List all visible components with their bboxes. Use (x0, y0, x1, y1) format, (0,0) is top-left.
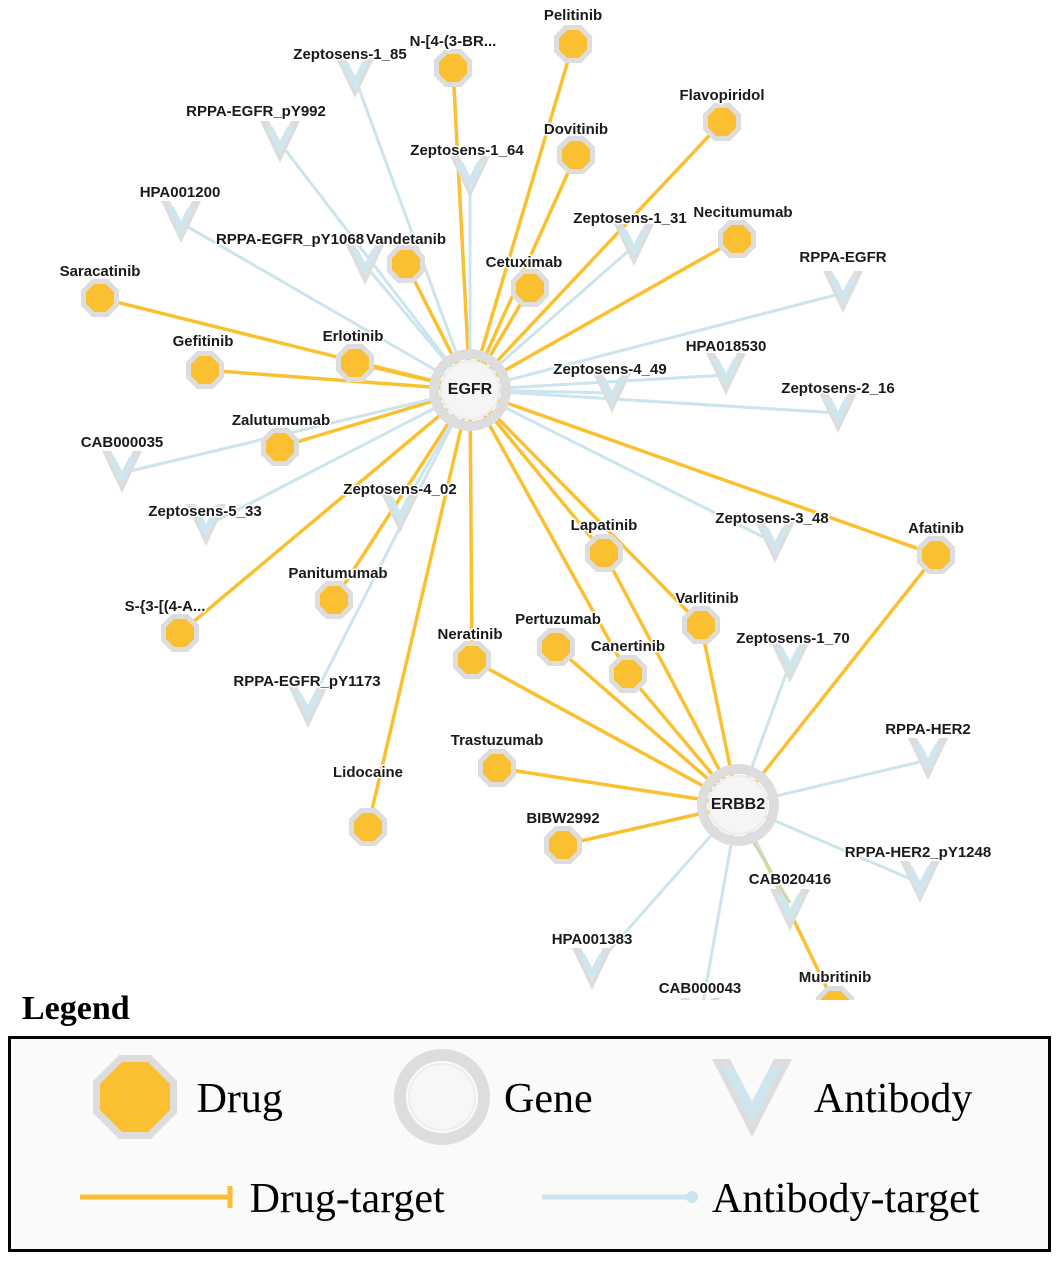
drug-node-label: Cetuximab (485, 253, 563, 271)
drug-octagon-icon (559, 30, 587, 58)
antibody-node-label: Zeptosens-1_31 (573, 209, 687, 227)
drug-octagon-icon (341, 349, 369, 377)
drug-node[interactable] (544, 826, 582, 864)
drug-target-edge (453, 68, 470, 390)
drug-octagon-icon (687, 611, 715, 639)
drug-node-label: Gefitinib (172, 332, 234, 350)
antibody-node-label: RPPA-EGFR_pY1173 (233, 672, 381, 690)
drug-node[interactable] (682, 606, 720, 644)
antibody-node-label: Zeptosens-1_70 (736, 629, 850, 647)
legend-label-drug-target: Drug-target (249, 1176, 445, 1222)
drug-node-label: Panitumumab (288, 564, 388, 582)
drug-node-label: Canertinib (590, 637, 666, 655)
drug-octagon-icon (86, 284, 114, 312)
drug-octagon-icon (708, 108, 736, 136)
drug-octagon-icon (516, 274, 544, 302)
drug-node[interactable] (557, 136, 595, 174)
antibody-node[interactable] (450, 156, 490, 198)
legend-label-drug: Drug (196, 1076, 283, 1122)
drug-node-label: Trastuzumab (450, 731, 544, 749)
antibody-target-edge (308, 390, 470, 708)
drug-node-label: BIBW2992 (526, 809, 600, 827)
drug-octagon-icon (542, 633, 570, 661)
legend-item-gene (394, 1049, 593, 1150)
antibody-node[interactable] (706, 353, 746, 395)
antibody-node[interactable] (161, 201, 201, 243)
legend-shapes-row (11, 1039, 1048, 1159)
drug-octagon-icon (614, 660, 642, 688)
drug-octagon-icon (562, 141, 590, 169)
antibody-node-label: Zeptosens-4_49 (553, 360, 667, 378)
legend-label-antibody: Antibody (813, 1076, 973, 1122)
legend-item-antibody-target (542, 1175, 980, 1223)
drug-node[interactable] (261, 428, 299, 466)
antibody-node[interactable] (908, 738, 948, 780)
gene-node-label: ERBB2 (710, 796, 766, 814)
drug-target-edge (470, 390, 701, 625)
drug-node[interactable] (537, 628, 575, 666)
drug-node[interactable] (349, 808, 387, 846)
antibody-target-edge-icon (542, 1183, 702, 1216)
antibody-node[interactable] (572, 948, 612, 990)
gene-node-label: EGFR (447, 381, 493, 399)
drug-node[interactable] (315, 581, 353, 619)
antibody-node-label: RPPA-EGFR_pY1068 (215, 230, 365, 248)
antibody-node-label: CAB000035 (80, 433, 164, 451)
drug-node-label: Necitumumab (693, 203, 793, 221)
drug-octagon-icon (392, 250, 420, 278)
gene-circle-icon (394, 1049, 490, 1150)
antibody-node[interactable] (288, 686, 328, 728)
drug-node[interactable] (186, 351, 224, 389)
drug-octagon-icon (354, 813, 382, 841)
drug-node[interactable] (718, 220, 756, 258)
drug-node-label: Lapatinib (570, 516, 638, 534)
antibody-node[interactable] (823, 271, 863, 313)
antibody-node-label: Zeptosens-4_02 (343, 480, 457, 498)
antibody-node[interactable] (755, 521, 795, 563)
drug-target-edge-icon (80, 1183, 240, 1216)
drug-node-label: Varlitinib (675, 589, 739, 607)
antibody-node-label: CAB020416 (748, 870, 832, 888)
drug-node[interactable] (336, 344, 374, 382)
antibody-node-label: HPA001383 (551, 930, 633, 948)
drug-node-label: Afatinib (908, 519, 964, 537)
drug-octagon-icon (87, 1049, 183, 1150)
drug-target-edge (470, 44, 573, 390)
drug-octagon-icon (922, 541, 950, 569)
drug-node-label: Vandetanib (365, 230, 447, 248)
drug-node-label: Lidocaine (332, 763, 404, 781)
antibody-node-label: RPPA-HER2 (885, 720, 971, 738)
legend-label-gene: Gene (504, 1076, 593, 1122)
drug-octagon-icon (549, 831, 577, 859)
legend-box (8, 1036, 1051, 1252)
drug-octagon-icon (439, 54, 467, 82)
legend-edges-row (11, 1159, 1048, 1239)
drug-node[interactable] (478, 749, 516, 787)
drug-node[interactable] (554, 25, 592, 63)
antibody-node[interactable] (260, 121, 300, 163)
legend-item-drug-target (80, 1175, 445, 1223)
drug-node-label: Pelitinib (543, 6, 603, 24)
legend-item-drug (87, 1049, 283, 1150)
drug-node[interactable] (453, 641, 491, 679)
antibody-node-label: Zeptosens-2_16 (781, 379, 895, 397)
antibody-node[interactable] (770, 889, 810, 931)
legend-title: Legend (22, 990, 130, 1027)
antibody-node-label: HPA001200 (139, 183, 221, 201)
drug-octagon-icon (723, 225, 751, 253)
drug-octagon-icon (320, 586, 348, 614)
antibody-node[interactable] (770, 641, 810, 683)
drug-node-label: N-[4-(3-BR... (409, 32, 497, 50)
antibody-node[interactable] (345, 243, 385, 285)
drug-node[interactable] (387, 245, 425, 283)
drug-node[interactable] (585, 534, 623, 572)
antibody-node-label: Zeptosens-1_85 (293, 45, 407, 63)
antibody-target-edge (280, 143, 470, 390)
drug-node[interactable] (703, 103, 741, 141)
antibody-node-label: RPPA-EGFR_pY992 (186, 102, 326, 120)
drug-node-label: Dovitinib (543, 120, 609, 138)
drug-octagon-icon (266, 433, 294, 461)
legend-item-antibody (704, 1049, 973, 1150)
drug-node[interactable] (511, 269, 549, 307)
antibody-node-label: CAB000043 (658, 979, 742, 997)
drug-target-edge (368, 390, 470, 827)
antibody-node-label: Zeptosens-3_48 (715, 509, 829, 527)
drug-node[interactable] (161, 614, 199, 652)
drug-octagon-icon (458, 646, 486, 674)
drug-octagon-icon (191, 356, 219, 384)
antibody-node-label: Zeptosens-1_64 (410, 141, 524, 159)
legend-label-antibody-target: Antibody-target (711, 1176, 980, 1222)
antibody-node-label: HPA018530 (685, 337, 767, 355)
drug-target-edge (738, 555, 936, 805)
antibody-node-label: RPPA-EGFR (799, 248, 887, 266)
drug-node[interactable] (917, 536, 955, 574)
labels-layer (60, 7, 992, 997)
drug-node[interactable] (609, 655, 647, 693)
antibody-node[interactable] (102, 451, 142, 493)
drug-octagon-icon (483, 754, 511, 782)
drug-node-label: Saracatinib (59, 262, 141, 280)
drug-node-label: Flavopiridol (679, 86, 765, 104)
drug-node[interactable] (434, 49, 472, 87)
drug-octagon-icon (166, 619, 194, 647)
drug-node-label: Neratinib (437, 625, 503, 643)
drug-node-label: Zalutumumab (231, 411, 331, 429)
drug-octagon-icon (590, 539, 618, 567)
antibody-node-label: RPPA-HER2_pY1248 (844, 843, 992, 861)
drug-node-label: Mubritinib (798, 968, 872, 986)
antibody-node[interactable] (900, 861, 940, 903)
legend (8, 990, 1051, 1252)
drug-node-label: Erlotinib (322, 327, 384, 345)
antibody-node-label: Zeptosens-5_33 (148, 502, 262, 520)
antibody-chevron-icon (704, 1049, 800, 1150)
drug-node-label: S-{3-[(4-A... (124, 597, 206, 615)
drug-node[interactable] (81, 279, 119, 317)
drug-node-label: Pertuzumab (515, 610, 601, 628)
